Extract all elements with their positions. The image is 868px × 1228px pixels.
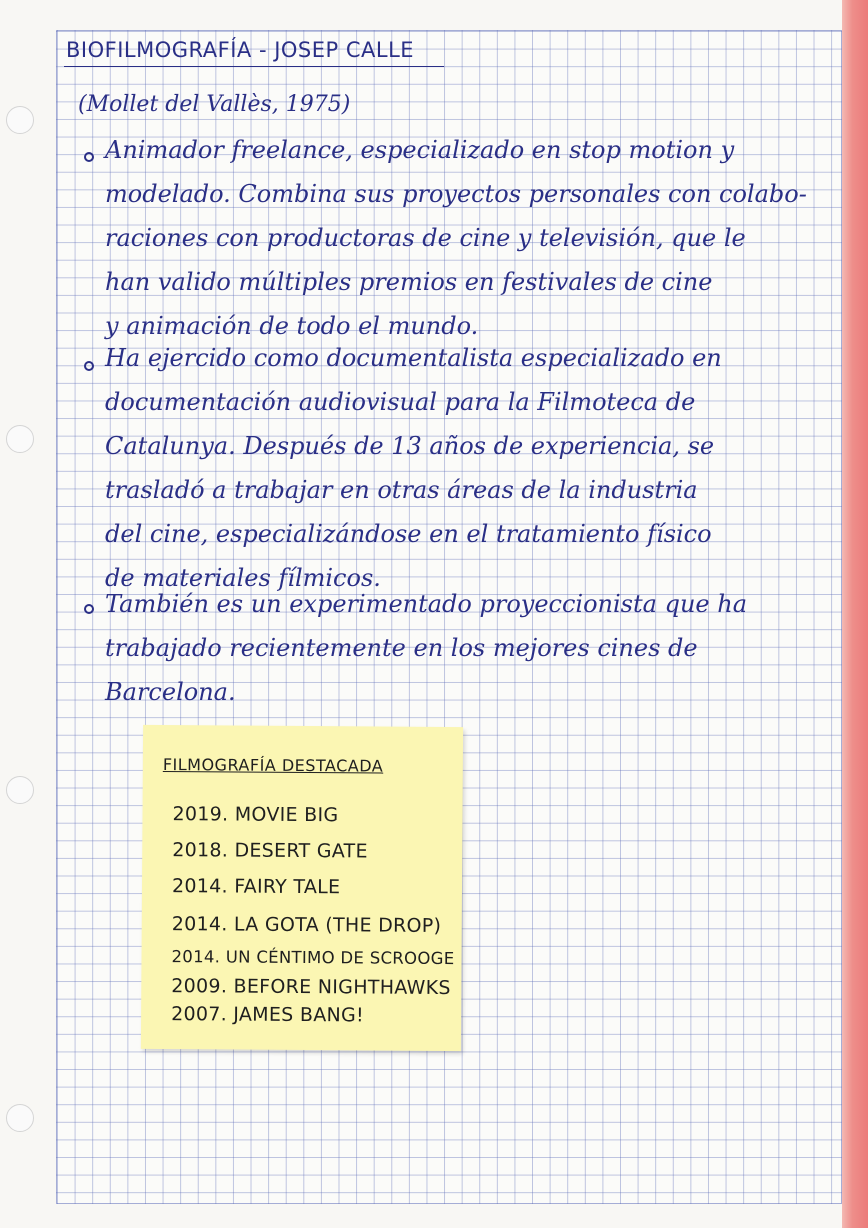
film-item: 2014. UN CÉNTIMO DE SCROOGE — [171, 947, 455, 969]
paragraph-1-line-3: raciones con productoras de cine y televisión, que le — [105, 224, 746, 252]
red-margin-edge — [842, 0, 868, 1228]
film-item: 2014. LA GOTA (THE DROP) — [171, 913, 442, 937]
punch-hole-icon — [6, 425, 34, 453]
punch-hole-icon — [6, 776, 34, 804]
paragraph-2-line-4: trasladó a trabajar en otras áreas de la industria — [105, 476, 698, 504]
paragraph-2-line-2: documentación audiovisual para la Filmoteca de — [105, 388, 696, 416]
note-title: FILMOGRAFÍA DESTACADA — [162, 755, 384, 776]
punch-hole-icon — [6, 1104, 34, 1132]
paragraph-2-line-5: del cine, especializándose en el tratamiento físico — [105, 520, 712, 548]
page-title: BIOFILMOGRAFÍA - JOSEP CALLE — [66, 38, 415, 62]
title-underline — [64, 66, 444, 67]
paragraph-1-line-1: Animador freelance, especializado en stop motion y — [105, 136, 735, 164]
paragraph-2-line-3: Catalunya. Después de 13 años de experiencia, se — [105, 432, 715, 460]
paragraph-3-line-3: Barcelona. — [105, 678, 236, 706]
sticky-note — [141, 725, 463, 1051]
film-item: 2014. FAIRY TALE — [171, 875, 341, 899]
paragraph-3-line-1: También es un experimentado proyeccionista que ha — [105, 590, 747, 618]
film-item: 2019. MOVIE BIG — [172, 803, 339, 827]
bullet-icon — [84, 361, 94, 371]
film-item: 2018. DESERT GATE — [172, 839, 368, 863]
paragraph-1-line-2: modelado. Combina sus proyectos personales con colabo- — [105, 180, 807, 208]
bullet-icon — [84, 152, 94, 162]
paragraph-1-line-4: han valido múltiples premios en festivales de cine — [105, 268, 713, 296]
paragraph-2-line-6: de materiales fílmicos. — [105, 564, 381, 592]
paragraph-1-line-5: y animación de todo el mundo. — [105, 312, 479, 340]
film-item: 2007. JAMES BANG! — [171, 1003, 365, 1027]
film-item: 2009. BEFORE NIGHTHAWKS — [171, 975, 451, 1000]
bullet-icon — [84, 604, 94, 614]
paragraph-3-line-2: trabajado recientemente en los mejores cines de — [105, 634, 698, 662]
paragraph-2-line-1: Ha ejercido como documentalista especializado en — [105, 344, 722, 372]
punch-hole-icon — [6, 106, 34, 134]
birthplace-year: (Mollet del Vallès, 1975) — [78, 92, 351, 117]
